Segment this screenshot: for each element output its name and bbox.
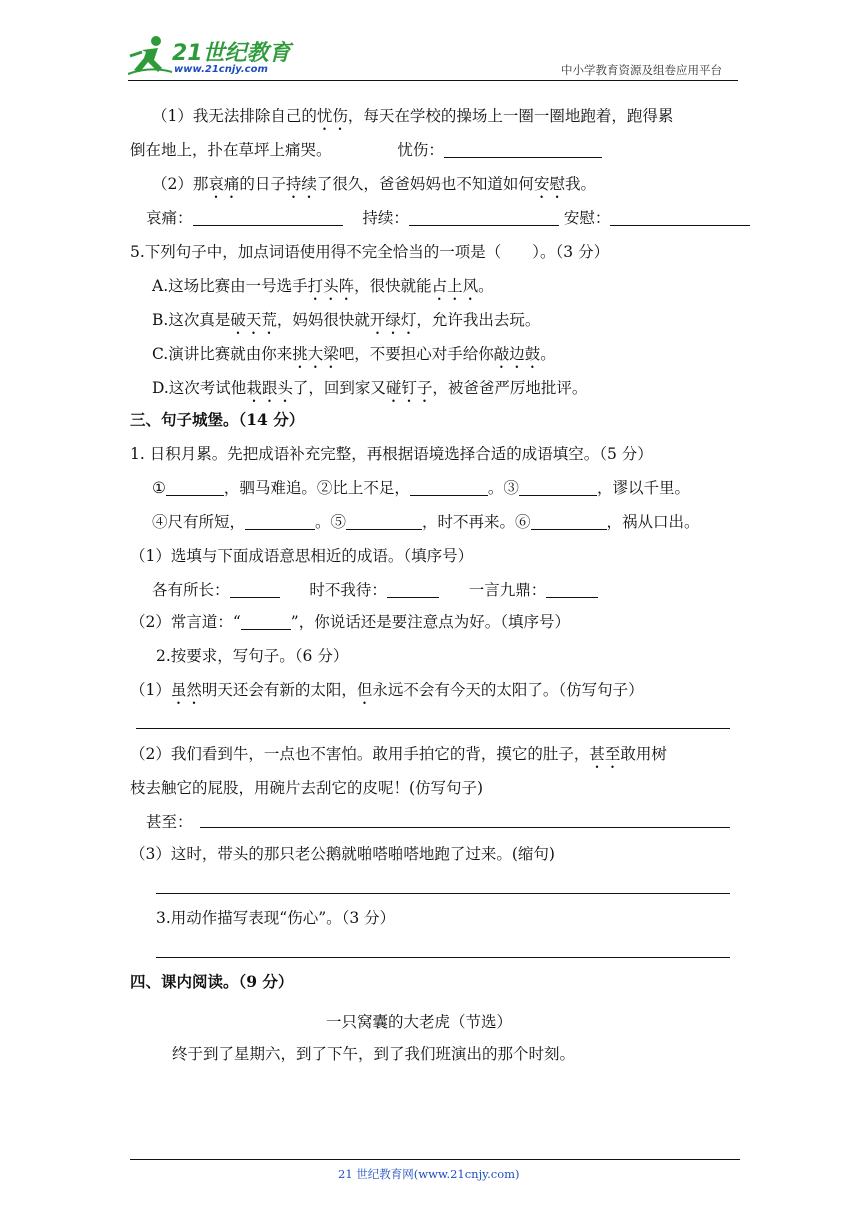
answer-line-3[interactable] (156, 893, 730, 894)
idiom-row-2: ④尺有所短， 。⑤ ，时不再来。⑥ ，祸从口出。 (152, 513, 700, 531)
footer-site-link[interactable]: 21 世纪教育网(www.21cnjy.com) (338, 1167, 520, 1181)
idiom-blank-6[interactable] (531, 513, 607, 530)
footer-rule (130, 1159, 740, 1160)
s3-q2-stem: 2.按要求，写句子。（6 分） (156, 647, 349, 665)
s3-q1-sub2: （2）常言道：“ ”，你说话还是要注意点为好。（填序号） (130, 613, 570, 631)
answer-blank-anwei[interactable] (610, 209, 750, 226)
logo-url: www.21cnjy.com (174, 64, 268, 75)
fill-blank-1[interactable] (230, 581, 280, 598)
idiom-blank-2[interactable] (410, 479, 488, 496)
answer-blank-chixu[interactable] (409, 209, 559, 226)
s3-q1-sub1-blanks: 各有所长： 时不我待： 一言九鼎： (152, 580, 598, 600)
header-platform-name: 中小学教育资源及组卷应用平台 (561, 63, 722, 77)
fill-blank-2[interactable] (387, 581, 439, 598)
passage-title: 一只窝囊的大老虎（节选） (326, 1013, 513, 1031)
answer-blank-aitong[interactable] (193, 209, 343, 226)
section-4-title: 四、课内阅读。（9 分） (130, 972, 294, 991)
section-3-title: 三、句子城堡。（14 分） (130, 410, 305, 429)
idiom-blank-4[interactable] (245, 513, 315, 530)
fill-blank-4[interactable] (241, 613, 291, 630)
answer-line-4[interactable] (156, 957, 730, 958)
q5-option-b: B.这次真是破天荒，妈妈很快就开绿灯，允许我出去玩。 (152, 311, 541, 329)
q4-sentence-2: （2）那哀痛的日子持续了很久，爸爸妈妈也不知道如何安慰我。 (152, 175, 596, 193)
emphasis-word: 忧伤 (316, 107, 348, 125)
s3-q1-sub1: （1）选填与下面成语意思相近的成语。（填序号） (130, 547, 474, 565)
q5-option-c: C.演讲比赛就由你来挑大梁吧，不要担心对手给你敲边鼓。 (152, 345, 556, 363)
fill-blank-3[interactable] (546, 581, 598, 598)
q5-option-a: A.这场比赛由一号选手打头阵，很快就能占上风。 (152, 277, 494, 295)
q4-blanks-row: 哀痛： 持续： 安慰： (146, 208, 750, 228)
idiom-blank-5[interactable] (346, 513, 422, 530)
answer-line-1[interactable] (136, 728, 730, 729)
passage-paragraph: 终于到了星期六，到了下午，到了我们班演出的那个时刻。 (172, 1045, 576, 1063)
q4-sentence-1: （1）我无法排除自己的忧伤，每天在学校的操场上一圈一圈地跑着，跑得累 (152, 107, 674, 125)
idiom-blank-1[interactable] (166, 479, 224, 496)
q5-stem: 5.下列句子中，加点词语使用得不完全恰当的一项是（ ）。（3 分） (130, 243, 610, 261)
header-logo (128, 34, 298, 80)
s3-q3-stem: 3.用动作描写表现“伤心”。（3 分） (156, 909, 396, 927)
s3-q2-3: （3）这时，带头的那只老公鹅就啪嗒啪嗒地跑了过来。(缩句) (130, 845, 555, 863)
s3-q2-2-cont: 枝去触它的屁股，用碗片去刮它的皮呢！(仿写句子) (130, 779, 484, 797)
logo-title: 21世纪教育 (172, 41, 291, 66)
q5-option-d: D.这次考试他栽跟头了，回到家又碰钉子，被爸爸严厉地批评。 (152, 379, 588, 397)
s3-q2-2-answer: 甚至： (146, 813, 193, 831)
q4-sentence-1-cont: 倒在地上，扑在草坪上痛哭。 忧伤： (130, 140, 602, 160)
idiom-row-1: ① ，驷马难追。②比上不足， 。③ ，谬以千里。 (152, 479, 690, 497)
header-rule (128, 80, 738, 81)
s3-q2-2: （2）我们看到牛，一点也不害怕。敢用手拍它的背，摸它的肚子，甚至敢用树 (130, 745, 667, 763)
answer-blank-youshang[interactable] (444, 141, 602, 158)
answer-line-2[interactable] (200, 827, 730, 828)
running-man-icon (128, 34, 172, 78)
blank-label: 忧伤： (397, 141, 444, 159)
s3-q1-stem: 1. 日积月累。先把成语补充完整，再根据语境选择合适的成语填空。（5 分） (130, 445, 653, 463)
s3-q2-1: （1）虽然明天还会有新的太阳，但永远不会有今天的太阳了。（仿写句子） (130, 681, 644, 699)
idiom-blank-3[interactable] (519, 479, 597, 496)
